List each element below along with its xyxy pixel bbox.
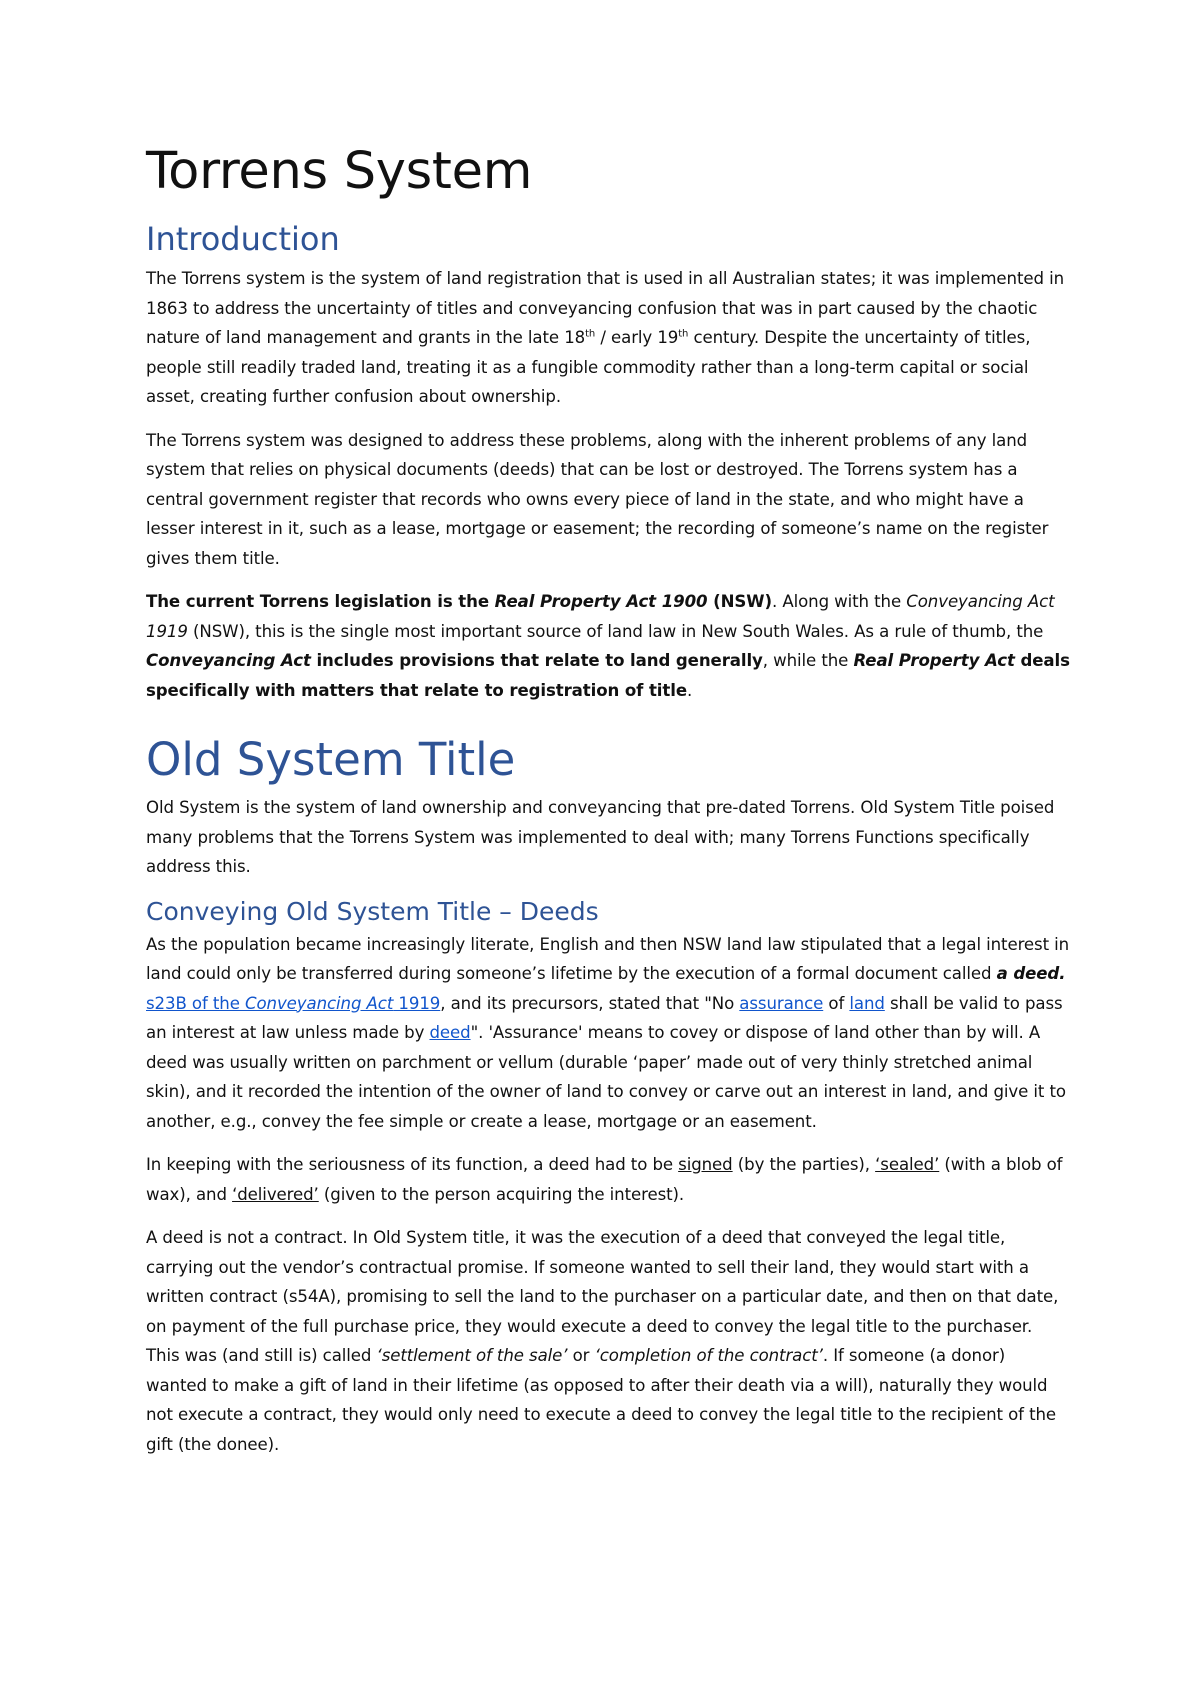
text-run: ". 'Assurance' means to covey or dispose of land other than by will. A deed was usually written on parchment or vellum (durable ‘paper’ made out of very thinly stretched animal skin), and it recorded the intention of the owner of land to convey or carve out an interest in land, and give it to another, e.g., convey the fee simple or create a lease, mortgage or an easement.: [146, 1023, 1066, 1131]
deed-link[interactable]: deed: [429, 1023, 471, 1042]
text-run: . Along with the: [771, 592, 907, 611]
deeds-paragraph-1: [146, 930, 1070, 1137]
intro-paragraph-1: [146, 264, 1070, 412]
document-title: Torrens System: [146, 142, 533, 201]
bold-italic-run: Conveyancing Act: [146, 651, 311, 670]
italic-run: ‘settlement of the sale’: [376, 1346, 568, 1365]
superscript: th: [585, 328, 596, 340]
text-run: / early 19: [595, 328, 679, 347]
text-run: In keeping with the seriousness of its function, a deed had to be: [146, 1155, 679, 1174]
bold-run: The current Torrens legislation is the: [146, 592, 495, 611]
text-run: (given to the person acquiring the interest).: [318, 1184, 685, 1204]
intro-paragraph-2: The Torrens system was designed to address these problems, along with the inherent problems of any land system that relies on physical documents (deeds) that can be lost or destroyed. The Torrens system has a central government register that records who owns every piece of land in the state, and who might have a lesser interest in it, such as a lease, mortgage or easement; the recording of someone’s name on the register gives them title.: [146, 430, 1049, 568]
underlined-text: ‘sealed’: [875, 1155, 940, 1174]
link-text: s23B of the: [146, 993, 245, 1013]
assurance-link[interactable]: assurance: [739, 993, 824, 1013]
s23b-link[interactable]: [146, 994, 440, 1013]
underlined-text: ‘delivered’: [232, 1184, 319, 1204]
superscript: th: [678, 328, 689, 340]
text-run: The Torrens system is the system of land registration that is used in all Australian states; it was implemented in 1863 to address the uncertainty of titles and conveyancing confusion that was in part caused by the chaotic nature of land management and grants in the late 18: [146, 269, 1064, 347]
old-system-paragraph: Old System is the system of land ownership and conveyancing that pre-dated Torrens. Old System Title poised many problems that the Torrens System was implemented to deal with; many Torrens Functions specifically address this.: [146, 798, 1055, 876]
link-text: 1919: [393, 993, 441, 1013]
text-run: A deed is not a contract. In Old System title, it was the execution of a deed that conveyed the legal title, carrying out the vendor’s contractual promise. If someone wanted to sell their land, they would start with a written contract (s54A), promising to sell the land to the purchaser on a particular date, and then on that date, on payment of the full purchase price, they would execute a deed to convey the legal title to the purchaser. This was (and still is) called: [146, 1228, 1059, 1365]
bold-run: (NSW): [707, 592, 772, 611]
text-run: (by the parties),: [732, 1155, 876, 1174]
text-run: (NSW), this is the single most important source of land law in New South Wales. As a rule of thumb, the: [187, 621, 1044, 641]
text-run: .: [686, 680, 693, 700]
bold-run: deals specifically with matters that relate to registration of title: [146, 651, 1070, 700]
text-run: As the population became increasingly literate, English and then NSW land law stipulated that a legal interest in land could only be transferred during someone’s lifetime by the execution of a formal document called: [146, 934, 1070, 983]
text-run: , while the: [762, 651, 854, 670]
text-run: (with a blob of wax), and: [146, 1155, 1063, 1204]
text-run: , and its precursors, stated that "No: [440, 993, 740, 1013]
introduction-heading: Introduction: [146, 220, 340, 258]
intro-paragraph-3: [146, 587, 1070, 705]
bold-italic-run: a deed.: [996, 964, 1066, 983]
text-run: or: [567, 1346, 595, 1365]
underlined-text: signed: [678, 1155, 733, 1174]
land-link[interactable]: land: [849, 993, 885, 1013]
text-run: shall be valid to pass an interest at law unless made by: [146, 993, 1063, 1042]
link-italic-text: Conveyancing Act: [245, 993, 394, 1013]
old-system-title-heading: Old System Title: [146, 733, 516, 786]
text-run: . If someone (a donor) wanted to make a gift of land in their lifetime (as opposed to after their death via a will), naturally they would not execute a contract, they would only need to execute a deed to convey the legal title to the recipient of the gift (the donee).: [146, 1346, 1057, 1454]
bold-italic-run: Real Property Act 1900: [494, 592, 708, 611]
text-run: of: [823, 993, 850, 1013]
bold-run: includes provisions that relate to land generally: [310, 651, 763, 670]
text-run: century. Despite the uncertainty of titles, people still readily traded land, treating it as a fungible commodity rather than a long-term capital or social asset, creating further confusion about ownership.: [146, 328, 1031, 406]
italic-run: ‘completion of the contract’: [594, 1346, 823, 1365]
deeds-paragraph-3: [146, 1223, 1070, 1459]
deeds-paragraph-2: [146, 1150, 1070, 1209]
bold-italic-run: Real Property Act: [853, 651, 1015, 670]
deeds-heading: Conveying Old System Title – Deeds: [146, 896, 599, 926]
italic-run: Conveyancing Act 1919: [146, 592, 1055, 641]
